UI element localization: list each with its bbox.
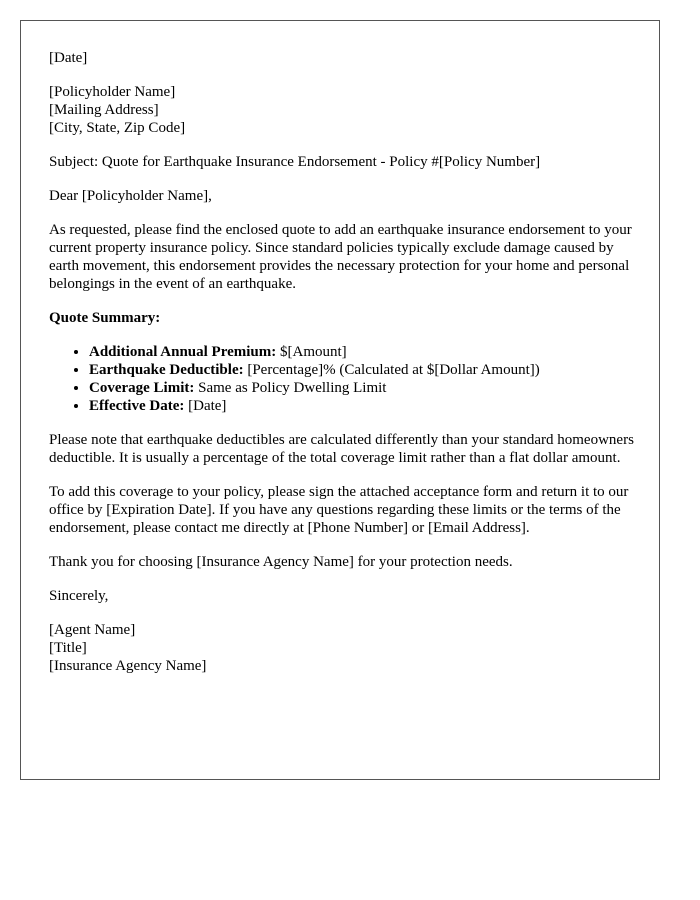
summary-heading: Quote Summary:	[49, 310, 161, 326]
summary-item-premium	[89, 343, 639, 361]
summary-item-value: [Date]	[184, 398, 227, 414]
recipient-block	[49, 83, 639, 137]
summary-item-coverage-limit	[89, 379, 639, 397]
intro-paragraph: As requested, please find the enclosed quote to add an earthquake insurance endorsement to your current property insurance policy. Since standard policies typically exclude damage caused by earth movement, this endorsement provides the necessary protection for your home and personal belongings in the event of an earthquake.	[49, 222, 632, 292]
summary-item-value: $[Amount]	[276, 344, 347, 360]
salutation: Dear [Policyholder Name],	[49, 188, 212, 204]
subject-line: Subject: Quote for Earthquake Insurance Endorsement - Policy #[Policy Number]	[49, 154, 541, 170]
summary-item-effective-date	[89, 397, 639, 415]
summary-item-label: Additional Annual Premium:	[89, 344, 277, 360]
summary-item-label: Coverage Limit:	[89, 380, 195, 396]
summary-item-value: [Percentage]% (Calculated at $[Dollar Amount])	[243, 362, 540, 378]
agency-name: [Insurance Agency Name]	[49, 658, 207, 674]
summary-item-label: Effective Date:	[89, 398, 185, 414]
summary-item-value: Same as Policy Dwelling Limit	[194, 380, 387, 396]
deductible-note-paragraph: Please note that earthquake deductibles are calculated differently than your standard homeowners deductible. It is usually a percentage of the total coverage limit rather than a flat dollar amount.	[49, 432, 634, 466]
recipient-name: [Policyholder Name]	[49, 84, 176, 100]
recipient-city-state-zip: [City, State, Zip Code]	[49, 120, 186, 136]
letter-date	[49, 49, 639, 67]
agent-title: [Title]	[49, 640, 87, 656]
instructions-paragraph: To add this coverage to your policy, please sign the attached acceptance form and return it to our office by [Expiration Date]. If you have any questions regarding these limits or the terms of the endorsement, please contact me directly at [Phone Number] or [Email Address].	[49, 484, 629, 536]
date-text: [Date]	[49, 50, 88, 66]
thanks-paragraph: Thank you for choosing [Insurance Agency Name] for your protection needs.	[49, 554, 513, 570]
summary-item-deductible	[89, 361, 639, 379]
recipient-address: [Mailing Address]	[49, 102, 159, 118]
summary-item-label: Earthquake Deductible:	[89, 362, 244, 378]
closing: Sincerely,	[49, 588, 109, 604]
agent-name: [Agent Name]	[49, 622, 136, 638]
signature-block	[49, 621, 639, 675]
quote-summary-list	[49, 343, 639, 415]
letter-body	[49, 49, 639, 691]
